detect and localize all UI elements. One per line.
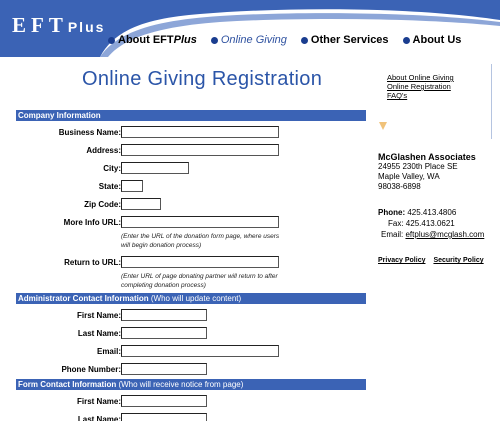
policy-links	[378, 257, 490, 264]
business-name-input[interactable]	[121, 126, 279, 138]
page-title: Online Giving Registration	[82, 68, 323, 90]
state-input[interactable]	[121, 180, 143, 192]
link-online-registration[interactable]: Online Registration	[387, 82, 451, 91]
more-info-hint: (Enter the URL of the donation form page, where users will begin donation process)	[121, 233, 280, 249]
logo-plus: Plus	[67, 19, 106, 35]
company-info	[378, 152, 476, 192]
admin-first-name-input[interactable]	[121, 309, 207, 321]
section-admin	[16, 293, 366, 304]
admin-email-label: Email:	[96, 347, 121, 356]
section-subtitle: (Who will update content)	[148, 294, 242, 303]
header	[0, 0, 500, 57]
bullet-icon	[108, 37, 115, 44]
main-nav	[108, 34, 475, 46]
fax-label: Fax:	[388, 219, 404, 228]
zip-label: Zip Code:	[84, 200, 121, 209]
email-link[interactable]: eftplus@mcglash.com	[405, 230, 485, 239]
return-url-input[interactable]	[121, 256, 279, 268]
more-info-url-input[interactable]	[121, 216, 279, 228]
bullet-icon	[301, 37, 308, 44]
address-input[interactable]	[121, 144, 279, 156]
email-label: Email:	[381, 230, 404, 239]
bullet-icon	[211, 37, 218, 44]
business-name-label: Business Name:	[58, 128, 121, 137]
nav-about-eftplus[interactable]	[108, 34, 197, 46]
section-company	[16, 110, 366, 121]
city-label: City:	[103, 164, 121, 173]
arrow-down-icon	[379, 122, 387, 130]
section-subtitle: (Who will receive notice from page)	[116, 380, 244, 389]
privacy-policy-link[interactable]: Privacy Policy	[378, 257, 426, 264]
link-faqs[interactable]: FAQ's	[387, 91, 408, 100]
return-url-label: Return to URL:	[64, 258, 121, 267]
admin-email-input[interactable]	[121, 345, 279, 357]
phone-label: Phone:	[378, 208, 406, 217]
admin-first-label: First Name:	[76, 311, 121, 320]
admin-phone-label: Phone Number:	[61, 365, 121, 374]
state-label: State:	[98, 182, 121, 191]
form-last-label: Last Name:	[77, 415, 121, 421]
nav-online-giving[interactable]	[211, 34, 287, 46]
section-title: Form Contact Information	[18, 380, 117, 389]
security-policy-link[interactable]: Security Policy	[433, 257, 484, 264]
nav-label-italic: Plus	[173, 34, 197, 46]
company-address-3: 98038-6898	[378, 182, 421, 191]
nav-about-us[interactable]	[403, 34, 462, 46]
company-address-2: Maple Valley, WA	[378, 172, 440, 181]
nav-label: About Us	[412, 34, 462, 46]
form-first-label: First Name:	[76, 397, 121, 406]
nav-label: Online Giving	[220, 34, 287, 46]
address-label: Address:	[86, 146, 121, 155]
nav-label: Other Services	[310, 34, 389, 46]
return-url-hint: (Enter URL of page donating partner will return to after completing donation process)	[121, 273, 278, 289]
company-address-1: 24955 230th Place SE	[378, 162, 458, 171]
link-about-online-giving[interactable]: About Online Giving	[387, 73, 454, 82]
logo-main: EFT	[12, 13, 68, 37]
logo[interactable]	[12, 13, 105, 38]
form-first-name-input[interactable]	[121, 395, 207, 407]
section-title: Company Information	[18, 111, 101, 120]
section-title: Administrator Contact Information	[18, 294, 149, 303]
phone-value: 425.413.4806	[407, 208, 457, 217]
city-input[interactable]	[121, 162, 189, 174]
nav-label: About EFT	[118, 34, 174, 46]
admin-last-label: Last Name:	[77, 329, 121, 338]
fax-value: 425.413.0621	[405, 219, 455, 228]
admin-last-name-input[interactable]	[121, 327, 207, 339]
form-last-name-input[interactable]	[121, 413, 207, 421]
company-name: McGlashen Associates	[378, 152, 476, 162]
contact-info	[378, 207, 484, 240]
bullet-icon	[403, 37, 410, 44]
more-info-label: More Info URL:	[63, 218, 121, 227]
sidebar-links	[387, 73, 454, 100]
zip-input[interactable]	[121, 198, 161, 210]
registration-form	[16, 110, 366, 421]
section-form-contact	[16, 379, 366, 390]
admin-phone-input[interactable]	[121, 363, 207, 375]
nav-other-services[interactable]	[301, 34, 389, 46]
